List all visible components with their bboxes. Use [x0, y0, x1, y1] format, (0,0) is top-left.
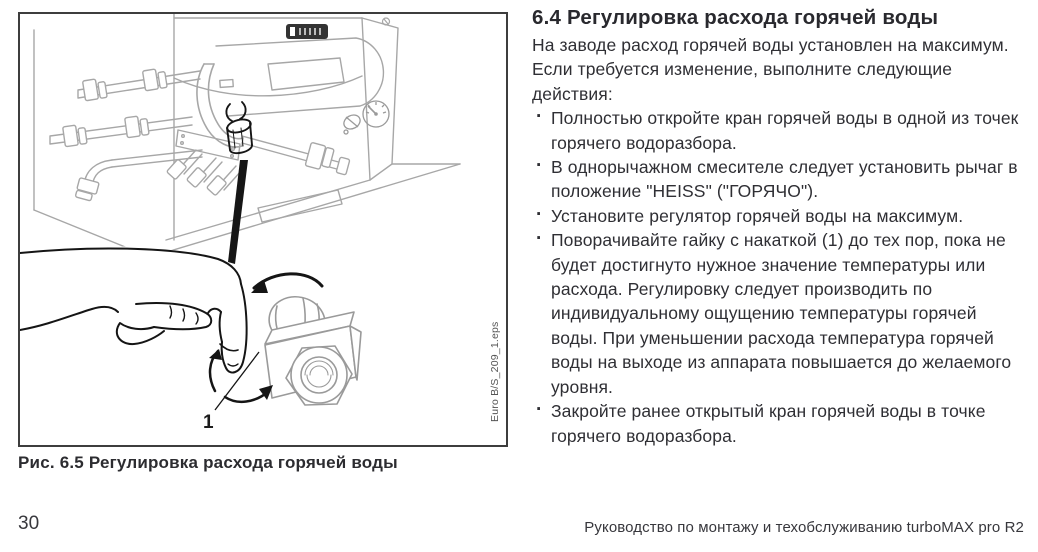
- bullet-dot: ·: [536, 155, 543, 177]
- bullet-dot: ·: [536, 106, 543, 128]
- figure-file-label: Euro B/S_209_1.eps: [489, 321, 501, 422]
- flow-restrictor-valve: [265, 292, 361, 405]
- instruction-list: [532, 106, 1028, 448]
- callout-1-label: 1: [203, 412, 214, 433]
- section-heading: 6.4 Регулировка расхода горячей воды: [532, 6, 939, 29]
- bullet-dot: ·: [536, 399, 543, 421]
- instruction-item: [532, 399, 1028, 448]
- boiler-pipes: [50, 64, 350, 201]
- instruction-item: [532, 106, 1028, 155]
- instruction-text: Поворачивайте гайку с накаткой (1) до тех пор, пока не будет достигнуто нужное значение температуры или расхода. Регулировку следует производить по индивидуальному ощущению температуры горячей воды. При уменьшении расхода температура горячей воды на выходе из аппарата повышается до желаемого уровня.: [551, 230, 1012, 397]
- instruction-text: Установите регулятор горячей воды на максимум.: [551, 205, 964, 226]
- instruction-item: [532, 228, 1028, 399]
- vaillant-logo: [286, 24, 328, 39]
- figure-caption: Рис. 6.5 Регулировка расхода горячей воды: [18, 453, 398, 472]
- knurled-nut-highlight: [226, 102, 252, 153]
- page-number: 30: [18, 513, 40, 534]
- figure-6-5: [18, 12, 508, 447]
- pointer-arrow: [228, 160, 248, 264]
- boiler-underside-drawing: [34, 14, 460, 257]
- instruction-text: В однорычажном смесителе следует установить рычаг в положение "HEISS" ("ГОРЯЧО").: [551, 157, 1018, 202]
- instruction-text: Закройте ранее открытый кран горячей воды в точке горячего водоразбора.: [551, 401, 986, 446]
- instruction-text: Полностью откройте кран горячей воды в одной из точек горячего водоразбора.: [551, 108, 1019, 153]
- section-6-4: [532, 6, 1028, 448]
- footer-manual-title: Руководство по монтажу и техобслуживанию turboMAX pro R2: [584, 519, 1024, 536]
- instruction-item: [532, 204, 1028, 228]
- bullet-dot: ·: [536, 203, 543, 225]
- slotted-screw-icon: [341, 112, 362, 134]
- instruction-item: [532, 155, 1028, 204]
- section-intro: На заводе расход горячей воды установлен на максимум. Если требуется изменение, выполните следующие действия:: [532, 35, 1009, 104]
- bullet-dot: ·: [536, 228, 543, 250]
- figure-6-5-illustration: [20, 14, 506, 445]
